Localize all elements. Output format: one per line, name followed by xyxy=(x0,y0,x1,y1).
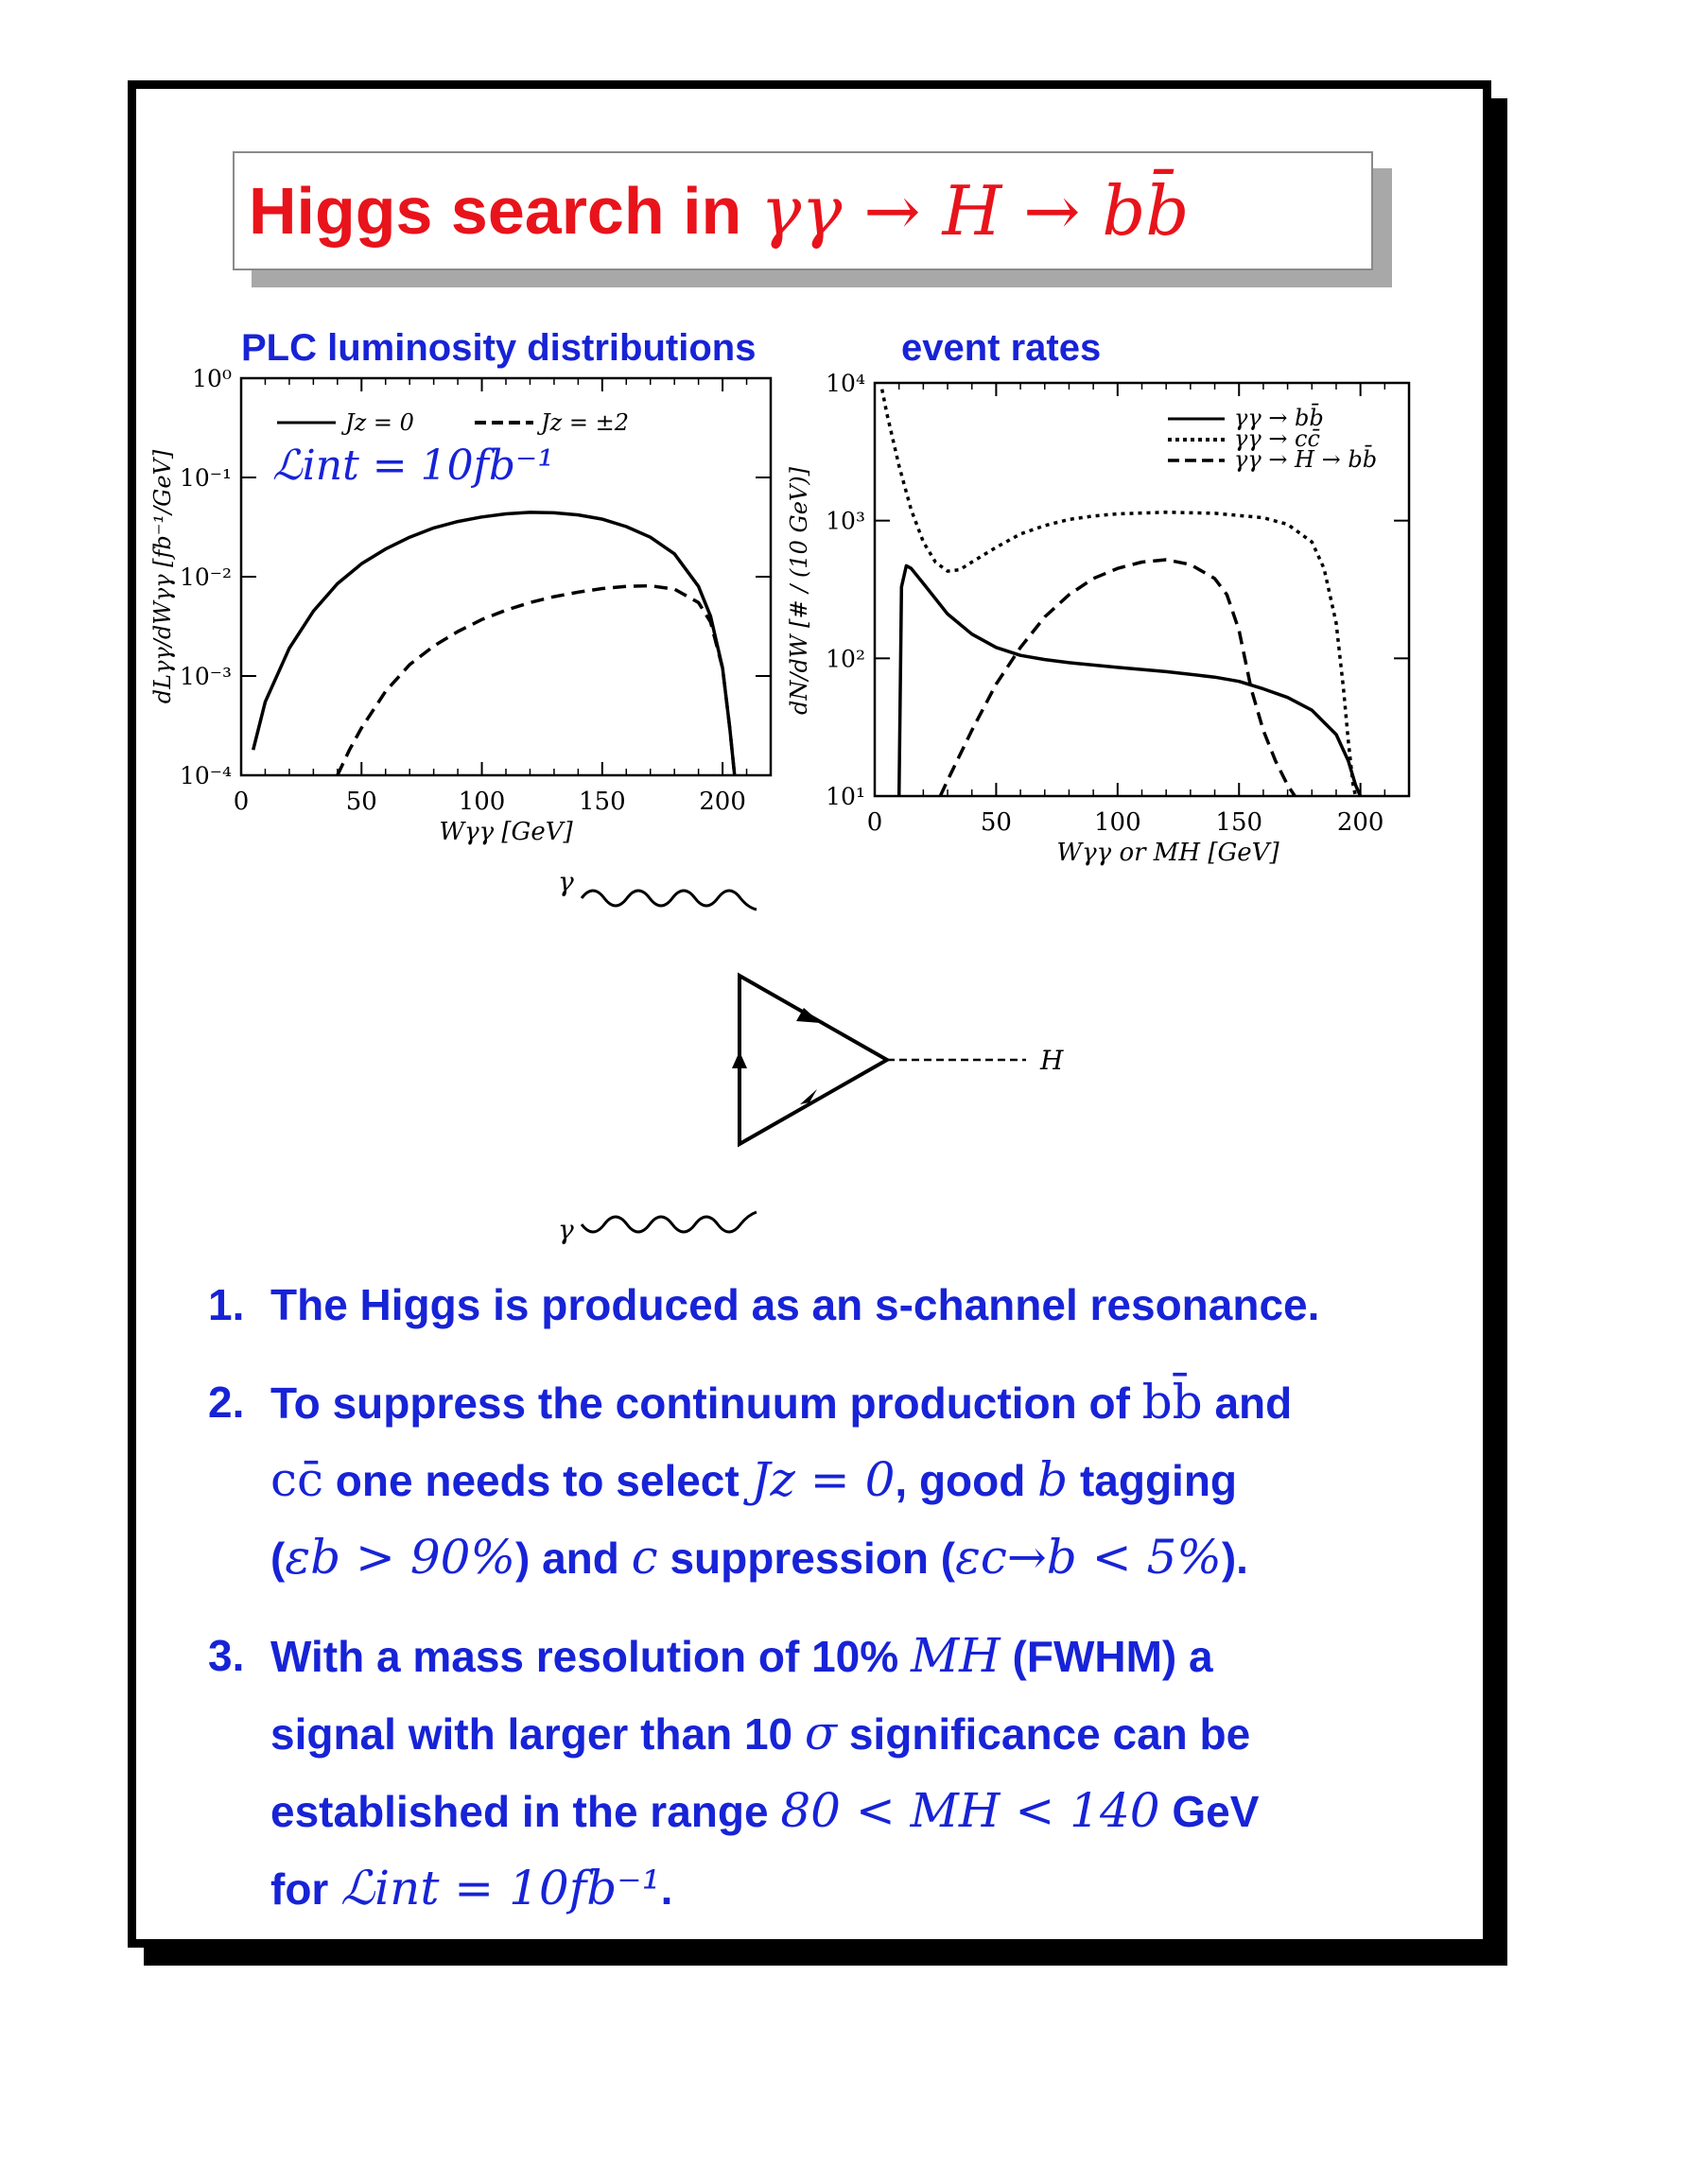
x-tick-label: 0 xyxy=(866,808,883,837)
legend-hbb: γγ → H → bb̄ xyxy=(1234,446,1378,473)
math-jz: Jz = 0 xyxy=(751,1452,896,1507)
text: ) and xyxy=(514,1534,619,1583)
math-range: 80 < MH < 140 xyxy=(780,1783,1160,1838)
x-tick-label: 200 xyxy=(699,788,746,816)
x-tick-label: 0 xyxy=(233,788,250,816)
y-tick-label: 10⁰ xyxy=(192,365,232,392)
item-number: 2. xyxy=(208,1378,245,1427)
higgs-label: H xyxy=(1040,1045,1064,1076)
item-2-line-3 xyxy=(270,1519,1437,1597)
legend-cc: γγ → cc̄ xyxy=(1234,425,1320,452)
text: With a mass resolution of 10% xyxy=(270,1632,899,1681)
series-line-1 xyxy=(899,565,1361,796)
text: and xyxy=(1214,1378,1293,1428)
item-2-line-1 xyxy=(270,1364,1437,1442)
math-b: b xyxy=(1037,1452,1069,1507)
photon-line-bottom xyxy=(582,1212,757,1232)
y-tick-label: 10⁴ xyxy=(826,370,865,397)
math-mh: MH xyxy=(910,1628,1001,1683)
math-eb: εb > 90% xyxy=(285,1530,515,1585)
x-tick-label: 50 xyxy=(345,788,377,816)
text: suppression ( xyxy=(670,1534,956,1583)
photon-line-top xyxy=(582,891,757,910)
chart-luminosity xyxy=(142,364,785,846)
x-tick-label: 200 xyxy=(1336,808,1384,837)
title-text: Higgs search in xyxy=(249,174,742,248)
text: signal with larger than 10 xyxy=(270,1709,793,1759)
x-tick-label: 150 xyxy=(578,788,626,816)
chart1-title: PLC luminosity distributions xyxy=(241,327,757,369)
text: ). xyxy=(1221,1534,1248,1583)
math-lint: ℒint = 10fb⁻¹ xyxy=(340,1861,661,1915)
y-tick-label: 10² xyxy=(826,645,865,673)
list-item xyxy=(208,1267,1437,1343)
item-1-text: The Higgs is produced as an s-channel resonance. xyxy=(270,1280,1320,1329)
arrow-up xyxy=(732,1051,747,1068)
y-axis-label: dN/dW [# / (10 GeV)] xyxy=(786,467,812,715)
item-3-line-4 xyxy=(270,1850,1437,1928)
text: significance can be xyxy=(848,1709,1251,1759)
y-tick-label: 10³ xyxy=(826,507,865,535)
fermion-loop xyxy=(740,976,887,1144)
x-tick-label: 100 xyxy=(1093,808,1141,837)
text: established in the range xyxy=(270,1787,769,1836)
item-3-line-2 xyxy=(270,1695,1437,1773)
x-tick-label: 50 xyxy=(980,808,1012,837)
luminosity-annotation: ℒint = 10fb⁻¹ xyxy=(272,442,554,490)
series-line-3 xyxy=(940,560,1295,796)
item-number: 1. xyxy=(208,1280,245,1329)
gamma-bottom-label: γ xyxy=(558,1214,574,1245)
x-tick-label: 150 xyxy=(1215,808,1263,837)
item-3-line-1 xyxy=(270,1618,1437,1695)
bullet-list xyxy=(208,1267,1437,1949)
x-tick-label: 100 xyxy=(458,788,506,816)
feynman-diagram xyxy=(548,870,1078,1248)
text: , good xyxy=(895,1456,1026,1505)
x-axis-label: Wγγ [GeV] xyxy=(439,818,573,846)
chart-event-rates xyxy=(780,364,1423,875)
series-line-1 xyxy=(253,512,735,775)
text: GeV xyxy=(1172,1787,1260,1836)
y-axis-label: dLγγ/dWγγ [fb⁻¹/GeV] xyxy=(149,449,176,704)
math-ec: εc→b < 5% xyxy=(955,1530,1222,1585)
legend-jz2: Jz = ±2 xyxy=(541,409,630,436)
item-3-line-3 xyxy=(270,1773,1437,1850)
text: tagging xyxy=(1079,1456,1238,1505)
chart2-title: event rates xyxy=(901,327,1102,369)
series-line-2 xyxy=(338,586,735,775)
list-item xyxy=(208,1618,1437,1928)
y-tick-label: 10⁻⁴ xyxy=(179,762,232,789)
math-bb: bb̄ xyxy=(1141,1375,1203,1430)
item-2-line-2 xyxy=(270,1442,1437,1519)
text: . xyxy=(660,1864,673,1914)
x-axis-label: Wγγ or MH [GeV] xyxy=(1056,839,1279,867)
text: (FWHM) a xyxy=(1012,1632,1213,1681)
y-tick-label: 10⁻² xyxy=(179,563,232,591)
item-number: 3. xyxy=(208,1631,245,1680)
slide-title xyxy=(233,151,1373,270)
y-tick-label: 10⁻¹ xyxy=(179,464,232,492)
text: one needs to select xyxy=(335,1456,740,1505)
gamma-top-label: γ xyxy=(558,870,574,897)
y-tick-label: 10¹ xyxy=(826,783,865,810)
legend-bb: γγ → bb̄ xyxy=(1234,405,1324,431)
list-item xyxy=(208,1364,1437,1597)
text: for xyxy=(270,1864,329,1914)
math-sigma: σ xyxy=(804,1706,838,1760)
y-tick-label: 10⁻³ xyxy=(179,663,232,690)
text: ( xyxy=(270,1534,286,1583)
text: To suppress the continuum production of xyxy=(270,1378,1130,1428)
math-c: c xyxy=(631,1530,658,1585)
math-cc: cc̄ xyxy=(270,1452,324,1507)
legend-jz0: Jz = 0 xyxy=(345,409,414,436)
title-math: γγ → H → bb̄ xyxy=(760,171,1190,251)
